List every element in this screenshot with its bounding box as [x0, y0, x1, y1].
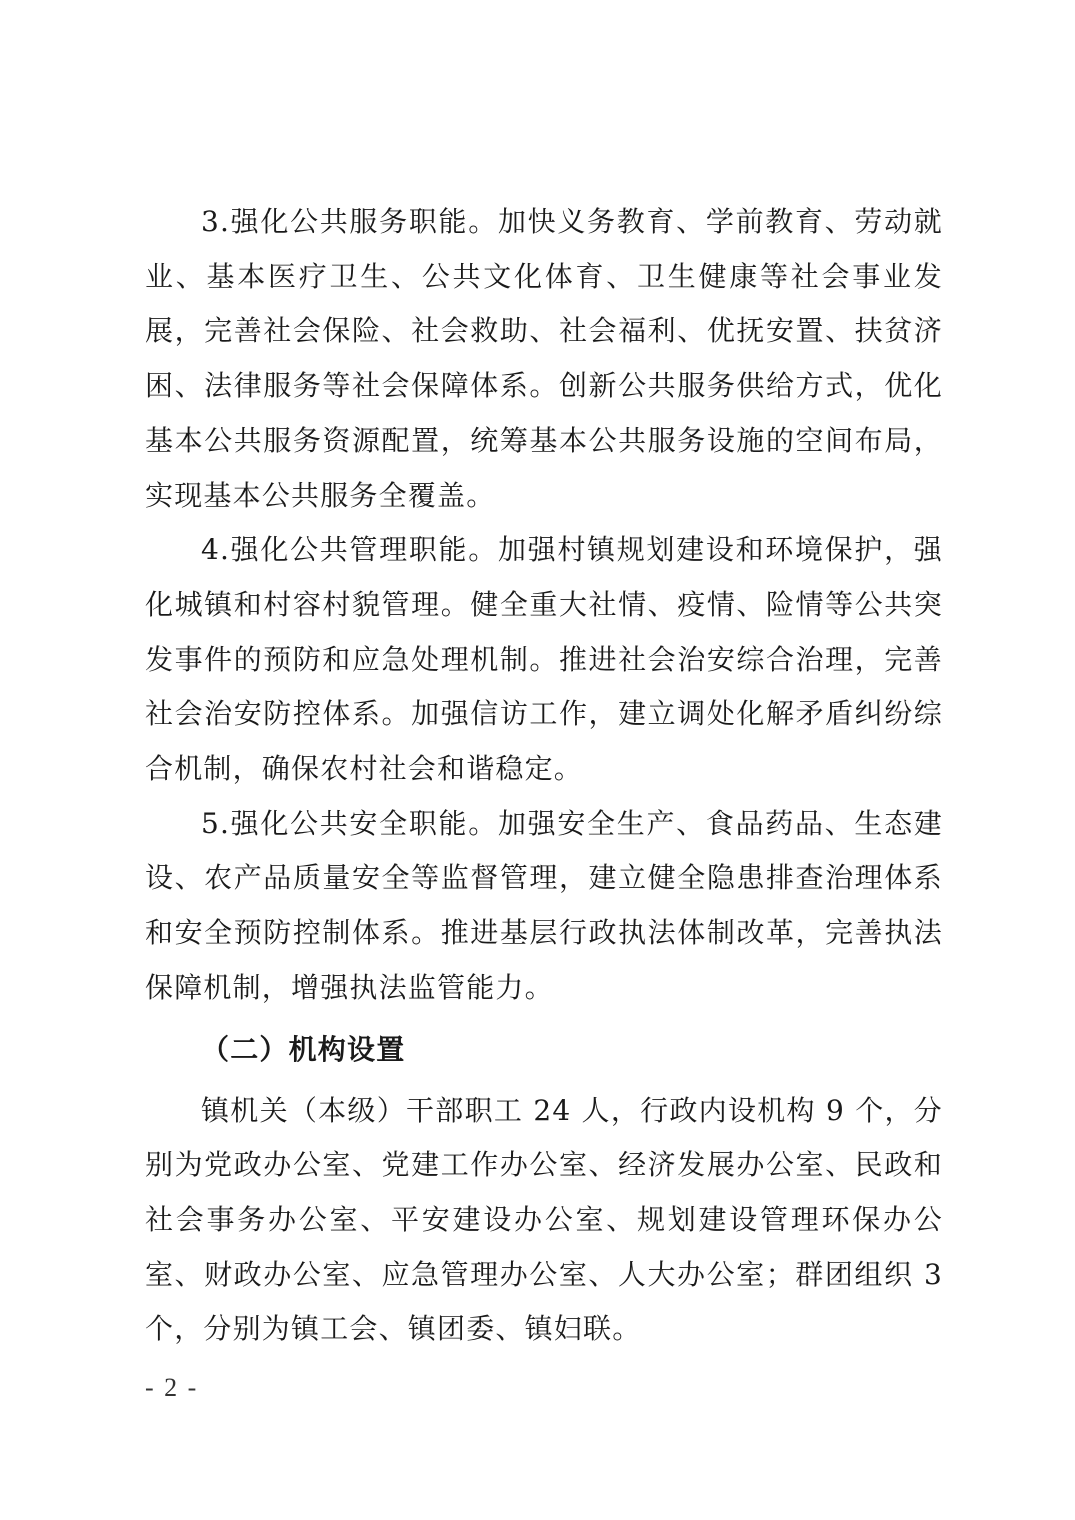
paragraph-organization: 镇机关（本级）干部职工 24 人，行政内设机构 9 个，分别为党政办公室、党建工作办公室、经济发展办公室、民政和社会事务办公室、平安建设办公室、规划建设管理环保办公室、财政办公室、应急管理办公室、人大办公室；群团组织 3 个，分别为镇工会、镇团委、镇妇联。 [145, 1093, 943, 1346]
document-body [145, 195, 943, 1357]
section-heading-organization: （二）机构设置 [201, 1032, 406, 1066]
paragraph-public-safety: 5.强化公共安全职能。加强安全生产、食品药品、生态建设、农产品质量安全等监督管理，建立健全隐患排查治理体系和安全预防控制体系。推进基层行政执法体制改革，完善执法保障机制，增强执法监管能力。 [145, 806, 943, 1004]
paragraph-public-service: 3.强化公共服务职能。加快义务教育、学前教育、劳动就业、基本医疗卫生、公共文化体育、卫生健康等社会事业发展，完善社会保险、社会救助、社会福利、优抚安置、扶贫济困、法律服务等社会保障体系。创新公共服务供给方式，优化基本公共服务资源配置，统筹基本公共服务设施的空间布局，实现基本公共服务全覆盖。 [145, 205, 943, 512]
paragraph-public-management: 4.强化公共管理职能。加强村镇规划建设和环境保护，强化城镇和村容村貌管理。健全重大社情、疫情、险情等公共突发事件的预防和应急处理机制。推进社会治安综合治理，完善社会治安防控体系。加强信访工作，建立调处化解矛盾纠纷综合机制，确保农村社会和谐稳定。 [145, 533, 943, 786]
page-number: - 2 - [145, 1373, 199, 1402]
